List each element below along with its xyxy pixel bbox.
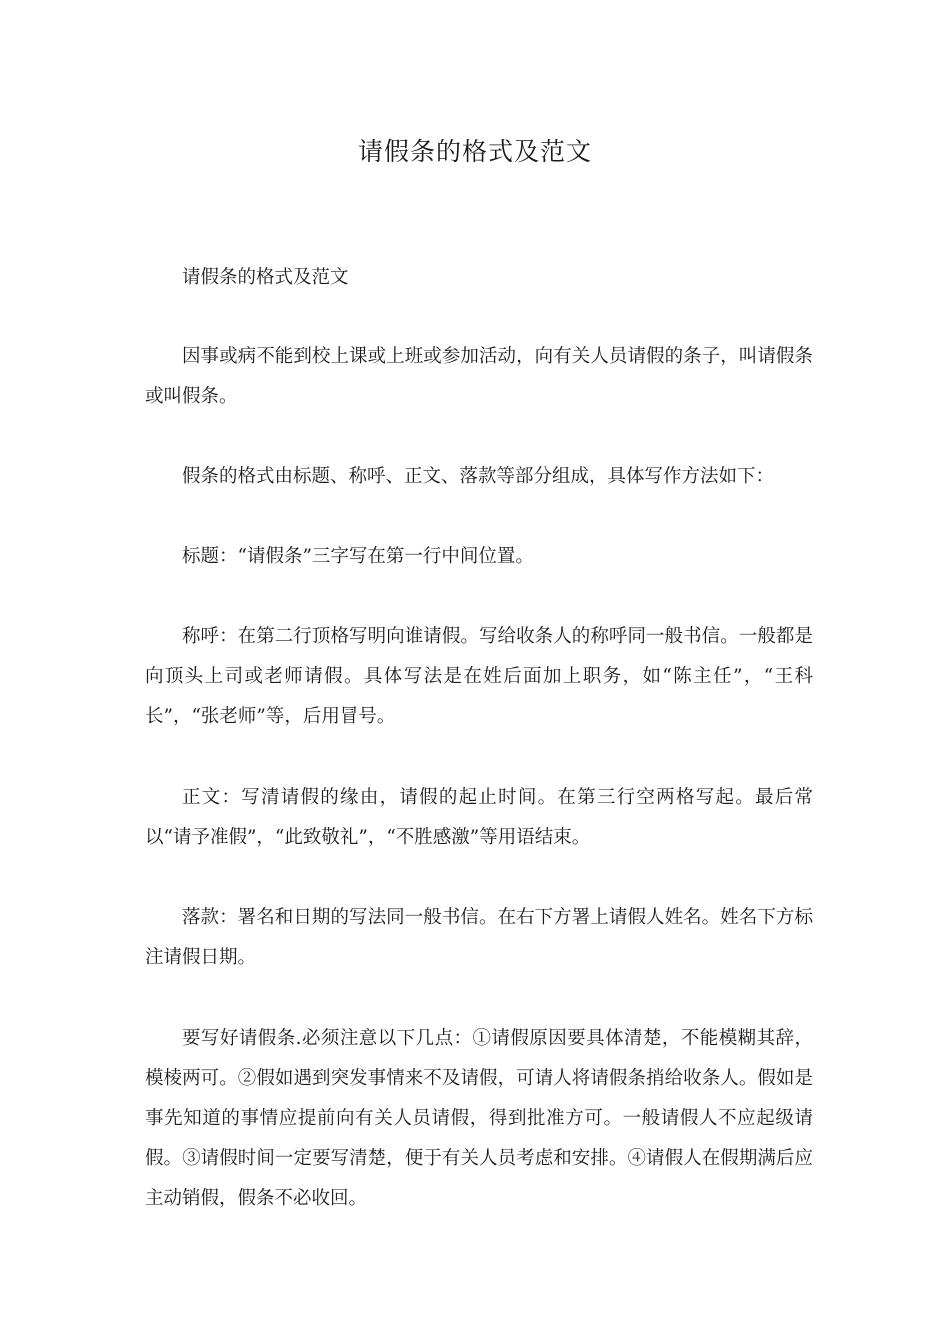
paragraph-title-rule: 标题：“请假条”三字写在第一行中间位置。 bbox=[182, 546, 534, 567]
paragraph-subtitle: 请假条的格式及范文 bbox=[182, 267, 349, 288]
paragraph-tips: 要写好请假条.必须注意以下几点：①请假原因要具体清楚，不能模糊其辞，模棱两可。②假如遇到突发事情来不及请假，可请人将请假条捎给收条人。假如是事先知道的事情应提前向有关人员请假，得到批准方可。一般请假人不应起级请假。③请假时间一定要写清楚，便于有关人员考虑和安排。④请假人在假期满后应主动销假，假条不必收回。 bbox=[145, 1028, 813, 1209]
paragraph-definition: 因事或病不能到校上课或上班或参加活动，向有关人员请假的条子，叫请假条或叫假条。 bbox=[145, 346, 813, 407]
paragraph-signature-rule: 落款：署名和日期的写法同一般书信。在右下方署上请假人姓名。姓名下方标注请假日期。 bbox=[145, 907, 813, 968]
paragraph-body-rule: 正文：写清请假的缘由，请假的起止时间。在第三行空两格写起。最后常以“请予准假”，“此致敬礼”，“不胜感激”等用语结束。 bbox=[145, 787, 813, 848]
paragraph-format-overview: 假条的格式由标题、称呼、正文、落款等部分组成，具体写作方法如下： bbox=[182, 466, 775, 487]
document-title: 请假条的格式及范文 bbox=[357, 137, 592, 166]
paragraph-salutation-rule: 称呼：在第二行顶格写明向谁请假。写给收条人的称呼同一般书信。一般都是向顶头上司或老师请假。具体写法是在姓后面加上职务，如“陈主任”，“王科长”，“张老师”等，后用冒号。 bbox=[145, 626, 813, 727]
